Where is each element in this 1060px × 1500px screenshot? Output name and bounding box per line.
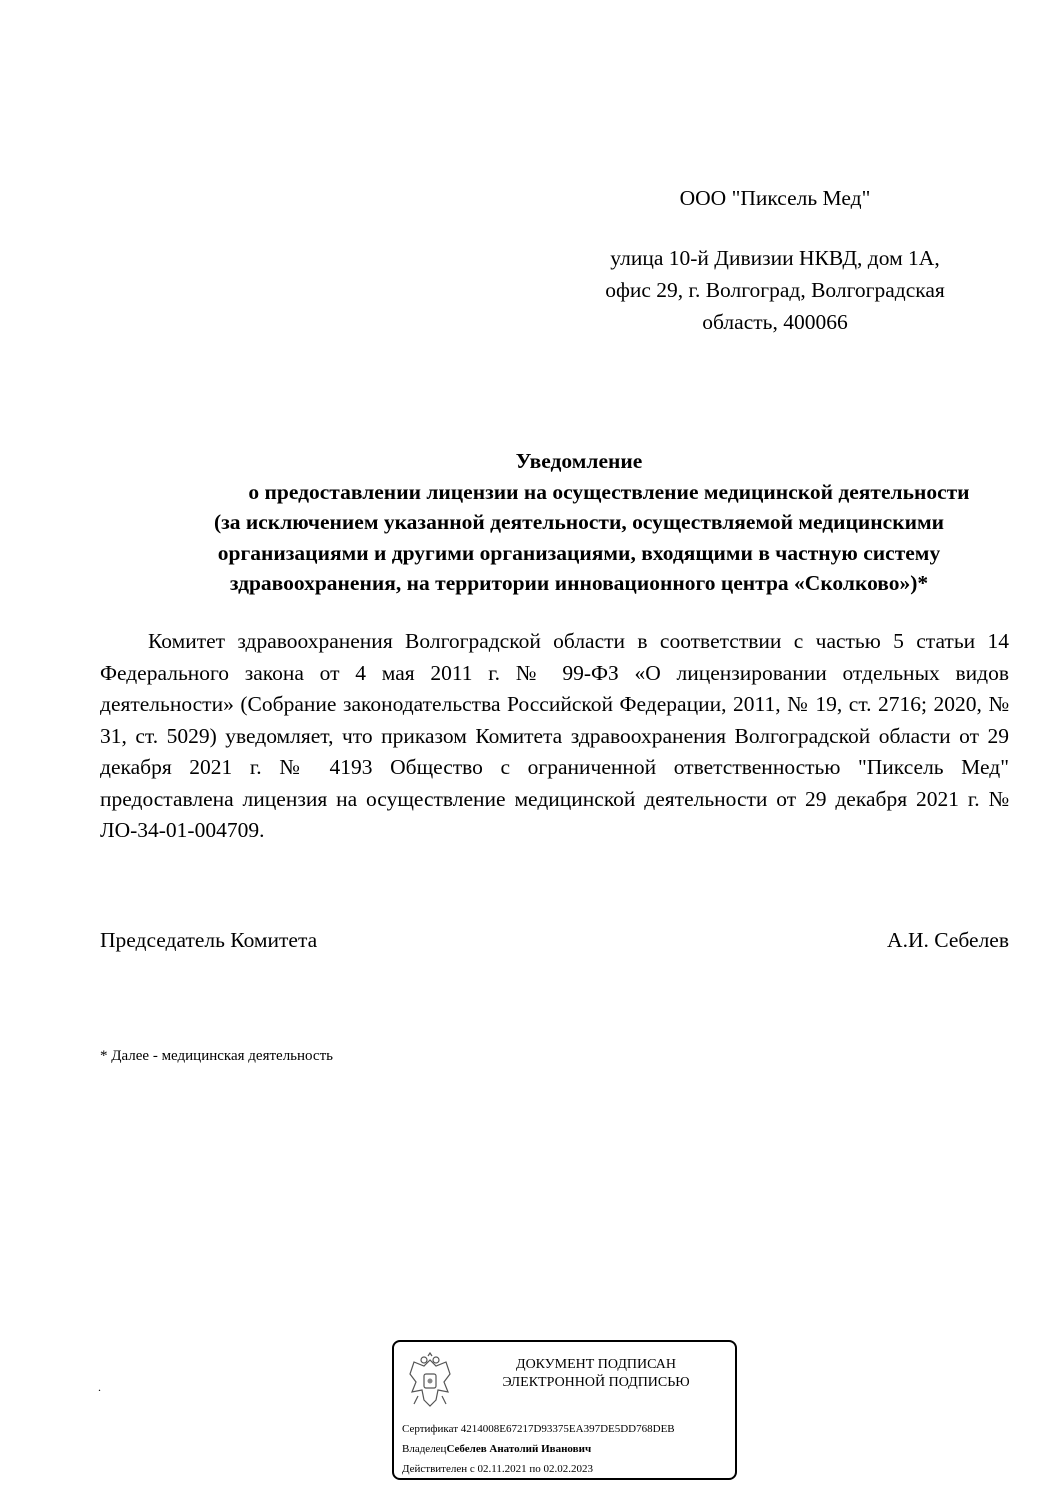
stray-dot: .: [98, 1380, 101, 1394]
electronic-signature-stamp: [392, 1340, 737, 1480]
stamp-validity-row: Действителен с 02.11.2021 по 02.02.2023: [402, 1463, 593, 1475]
recipient-address-line: область, 400066: [702, 310, 848, 334]
russian-coat-of-arms-icon: [404, 1352, 456, 1412]
signatory-position: Председатель Комитета: [100, 928, 318, 952]
title-line: о предоставлении лицензии на осуществление медицинской деятельности: [248, 479, 970, 504]
title-line: организациями и другими организациями, входящими в частную систему: [217, 540, 941, 565]
stamp-certificate-label: Сертификат: [402, 1423, 458, 1435]
stamp-owner-label: Владелец: [402, 1443, 447, 1455]
signature-block: [100, 928, 1009, 953]
recipient-block: [560, 182, 990, 338]
stamp-heading: ДОКУМЕНТ ПОДПИСАН ЭЛЕКТРОННОЙ ПОДПИСЬЮ: [502, 1357, 690, 1390]
document-title: [100, 446, 1058, 599]
recipient-address-line: улица 10-й Дивизии НКВД, дом 1А,: [610, 246, 940, 270]
title-line: здравоохранения, на территории инновационного центра «Сколково»)*: [229, 571, 929, 595]
signatory-name: А.И. Себелев: [887, 928, 1009, 952]
body-paragraph: Комитет здравоохранения Волгоградской области в соответствии с частью 5 статьи 14 Федерального закона от 4 мая 2011 г. № 99-ФЗ «О лицензировании отдельных видов деятельности» (Собрание законодательства Российской Федерации, 2011, № 19, ст. 2716; 2020, № 31, ст. 5029) уведомляет, что приказом Комитета здравоохранения Волгоградской области от 29 декабря 2021 г. № 4193 Общество с ограниченной ответственностью "Пиксель Мед" предоставлена лицензия на осуществление медицинской деятельности от 29 декабря 2021 г. № ЛО-34-01-004709.: [100, 629, 1009, 842]
recipient-company: ООО "Пиксель Мед": [679, 186, 871, 210]
footnote: * Далее - медицинская деятельность: [100, 1048, 333, 1064]
title-line: (за исключением указанной деятельности, осуществляемой медицинскими: [213, 510, 945, 534]
stamp-owner-row: [402, 1442, 591, 1456]
recipient-address-line: офис 29, г. Волгоград, Волгоградская: [605, 278, 945, 302]
title-heading: Уведомление: [515, 449, 643, 473]
stamp-owner-value: Себелев Анатолий Иванович: [446, 1443, 592, 1455]
stamp-certificate-value: 4214008E67217D93375EA397DE5DD768DEB: [460, 1423, 675, 1435]
stamp-certificate-row: [402, 1422, 675, 1436]
